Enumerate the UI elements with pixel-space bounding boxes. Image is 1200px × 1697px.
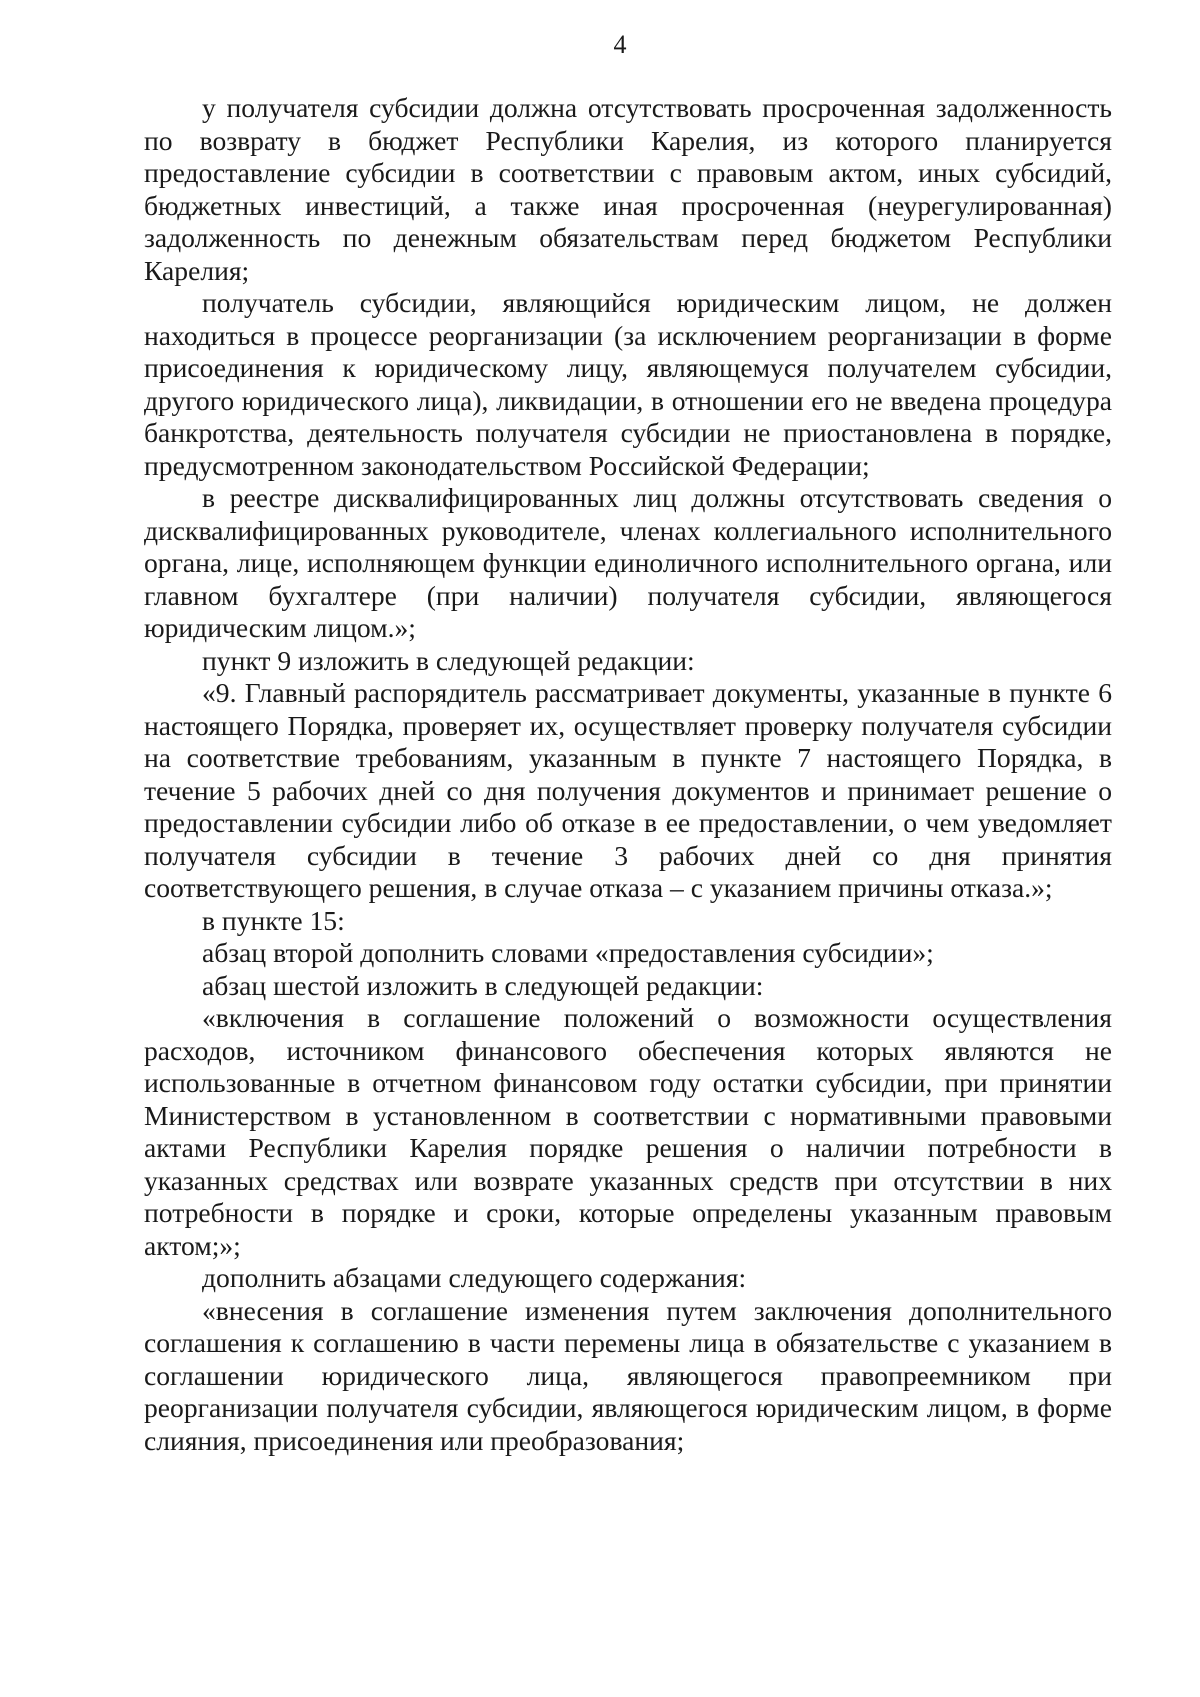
paragraph-sixth-subparagraph-intro: абзац шестой изложить в следующей редакции: — [202, 969, 764, 1001]
paragraph-second-subparagraph: абзац второй дополнить словами «предоставления субсидии»; — [202, 937, 934, 968]
paragraph-sixth-subparagraph-text: «включения в соглашение положений о возможности осуществления расходов, источником финансового обеспечения которых являются не использованные в отчетном финансовом году остатки субсидии, при принятии Министерством в установленном в соответствии с нормативными правовыми актами Республики Карелия порядке решения о наличии потребности в указанных средствах или возврате указанных средств при отсутствии в них потребности в порядке и сроки, которые определены указанным правовым актом;»; — [144, 1002, 1112, 1261]
paragraph-point-9-text: «9. Главный распорядитель рассматривает документы, указанные в пункте 6 настоящего Порядка, проверяет их, осуществляет проверку получателя субсидии на соответствие требованиям, указанным в пункте 7 настоящего Порядка, в течение 5 рабочих дней со дня получения документов и принимает решение о предоставлении субсидии либо об отказе в ее предоставлении, о чем уведомляет получателя субсидии в течение 3 рабочих дней со дня принятия соответствующего решения, в случае отказа – с указанием причины отказа.»; — [144, 677, 1112, 903]
paragraph-add-subparagraphs: дополнить абзацами следующего содержания: — [202, 1262, 747, 1293]
paragraph-reorganization: получатель субсидии, являющийся юридическим лицом, не должен находиться в процессе реорганизации (за исключением реорганизации в форме присоединения к юридическому лицу, являющемуся получателем субсидии, другого юридического лица), ликвидации, в отношении его не введена процедура банкротства, деятельность получателя субсидии не приостановлена в порядке, предусмотренном законодательством Российской Федерации; — [144, 287, 1112, 481]
paragraph-point-15-intro: в пункте 15: — [202, 904, 345, 936]
paragraph-disqualified-registry: в реестре дисквалифицированных лиц должны отсутствовать сведения о дисквалифицированных руководителе, членах коллегиального исполнительного органа, лице, исполняющем функции единоличного исполнительного органа, или главном бухгалтере (при наличии) получателя субсидии, являющегося юридическим лицом.»; — [144, 482, 1112, 643]
paragraph-recipient-debt: у получателя субсидии должна отсутствовать просроченная задолженность по возврату в бюджет Республики Карелия, из которого планируется предоставление субсидии в соответствии с правовым актом, иных субсидий, бюджетных инвестиций, а также иная просроченная (неурегулированная) задолженность по денежным обязательствам перед бюджетом Республики Карелия; — [144, 92, 1112, 286]
paragraph-point-9-intro: пункт 9 изложить в следующей редакции: — [202, 644, 695, 676]
paragraph-agreement-amendment: «внесения в соглашение изменения путем заключения дополнительного соглашения к соглашению в части перемены лица в обязательстве с указанием в соглашении юридического лица, являющегося правопреемником при реорганизации получателя субсидии, являющегося юридическим лицом, в форме слияния, присоединения или преобразования; — [144, 1294, 1112, 1456]
document-body — [144, 92, 1112, 1457]
page-number: 4 — [613, 30, 627, 59]
